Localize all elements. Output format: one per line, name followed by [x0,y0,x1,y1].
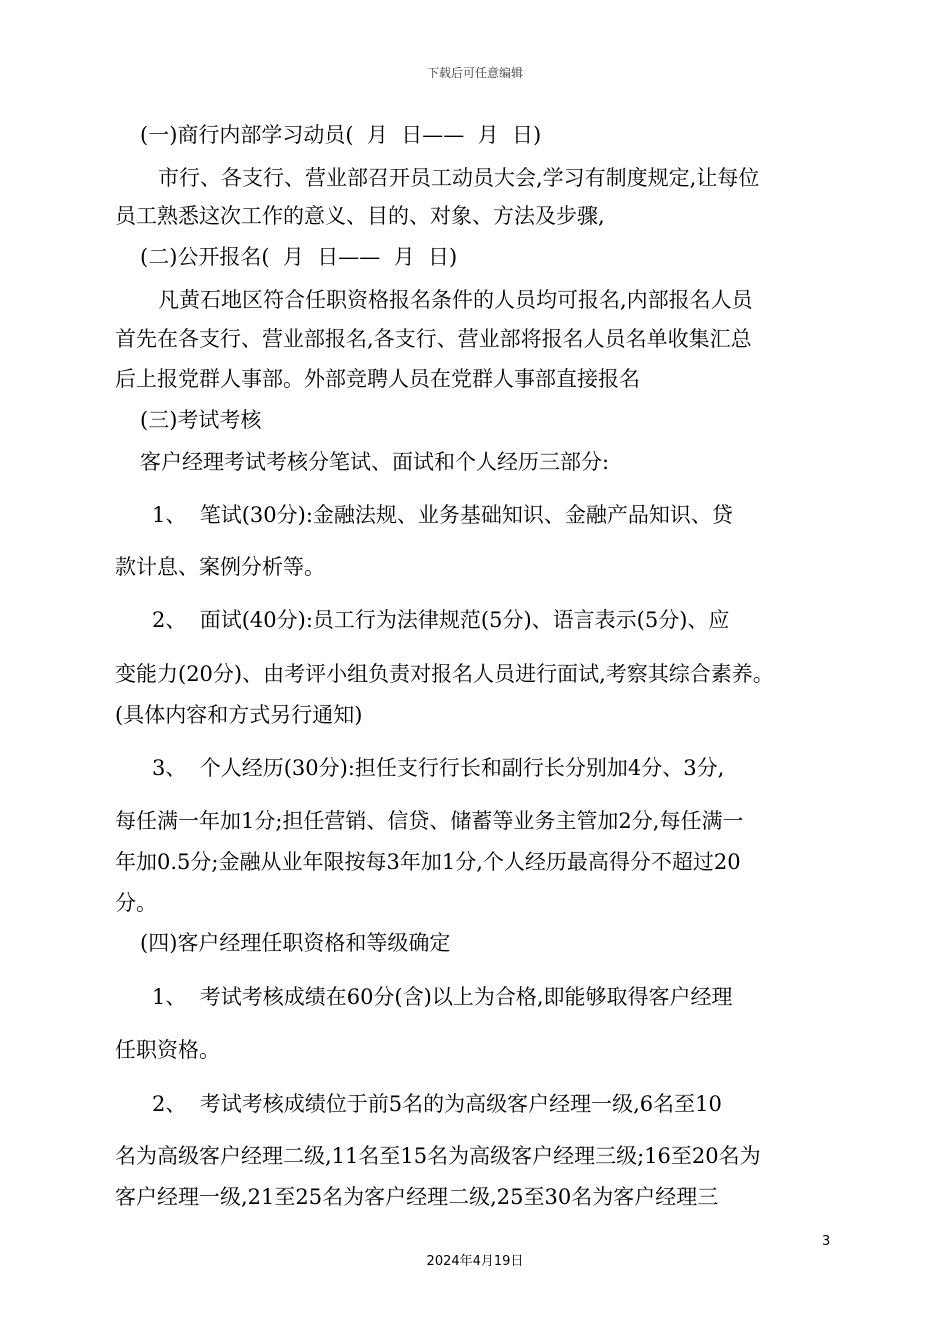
page-number: 3 [822,1234,831,1249]
text-line: 1、 笔试(30分):金融法规、业务基础知识、金融产品知识、贷 [152,503,733,527]
text-line: 后上报党群人事部。外部竞聘人员在党群人事部直接报名 [115,367,640,391]
text-line: 3、 个人经历(30分):担任支行行长和副行长分别加4分、3分, [152,756,725,780]
text-line: (二)公开报名( 月 日—— 月 日) [140,245,458,269]
text-line: 分。 [115,891,157,915]
text-line: (三)考试考核 [140,408,262,432]
text-line: 客户经理考试考核分笔试、面试和个人经历三部分: [140,450,610,474]
text-line: 名为高级客户经理二级,11名至15名为高级客户经理三级;16至20名为 [115,1144,761,1168]
text-line: 每任满一年加1分;担任营销、信贷、储蓄等业务主管加2分,每任满一 [115,809,744,833]
text-line: 2、 考试考核成绩位于前5名的为高级客户经理一级,6名至10 [152,1092,722,1116]
page-header: 下载后可任意编辑 [426,66,523,80]
text-line: (具体内容和方式另行通知) [115,703,363,727]
footer-date: 2024年4月19日 [426,1254,524,1269]
text-line: 市行、各支行、营业部召开员工动员大会,学习有制度规定,让每位 [158,166,760,190]
text-line: 凡黄石地区符合任职资格报名条件的人员均可报名,内部报名人员 [158,288,753,312]
text-line: (四)客户经理任职资格和等级确定 [140,931,451,955]
text-line: 2、 面试(40分):员工行为法律规范(5分)、语言表示(5分)、应 [152,608,730,632]
text-line: 款计息、案例分析等。 [115,555,325,579]
text-line: 客户经理一级,21至25名为客户经理二级,25至30名为客户经理三 [115,1185,719,1209]
text-line: 任职资格。 [115,1038,220,1062]
text-line: 1、 考试考核成绩在60分(含)以上为合格,即能够取得客户经理 [152,985,733,1009]
text-line: 首先在各支行、营业部报名,各支行、营业部将报名人员名单收集汇总 [115,327,752,351]
text-line: (一)商行内部学习动员( 月 日—— 月 日) [140,123,542,147]
text-line: 变能力(20分)、由考评小组负责对报名人员进行面试,考察其综合素养。 [115,662,774,686]
text-line: 员工熟悉这次工作的意义、目的、对象、方法及步骤, [115,204,605,228]
text-line: 年加0.5分;金融从业年限按每3年加1分,个人经历最高得分不超过20 [115,850,741,874]
